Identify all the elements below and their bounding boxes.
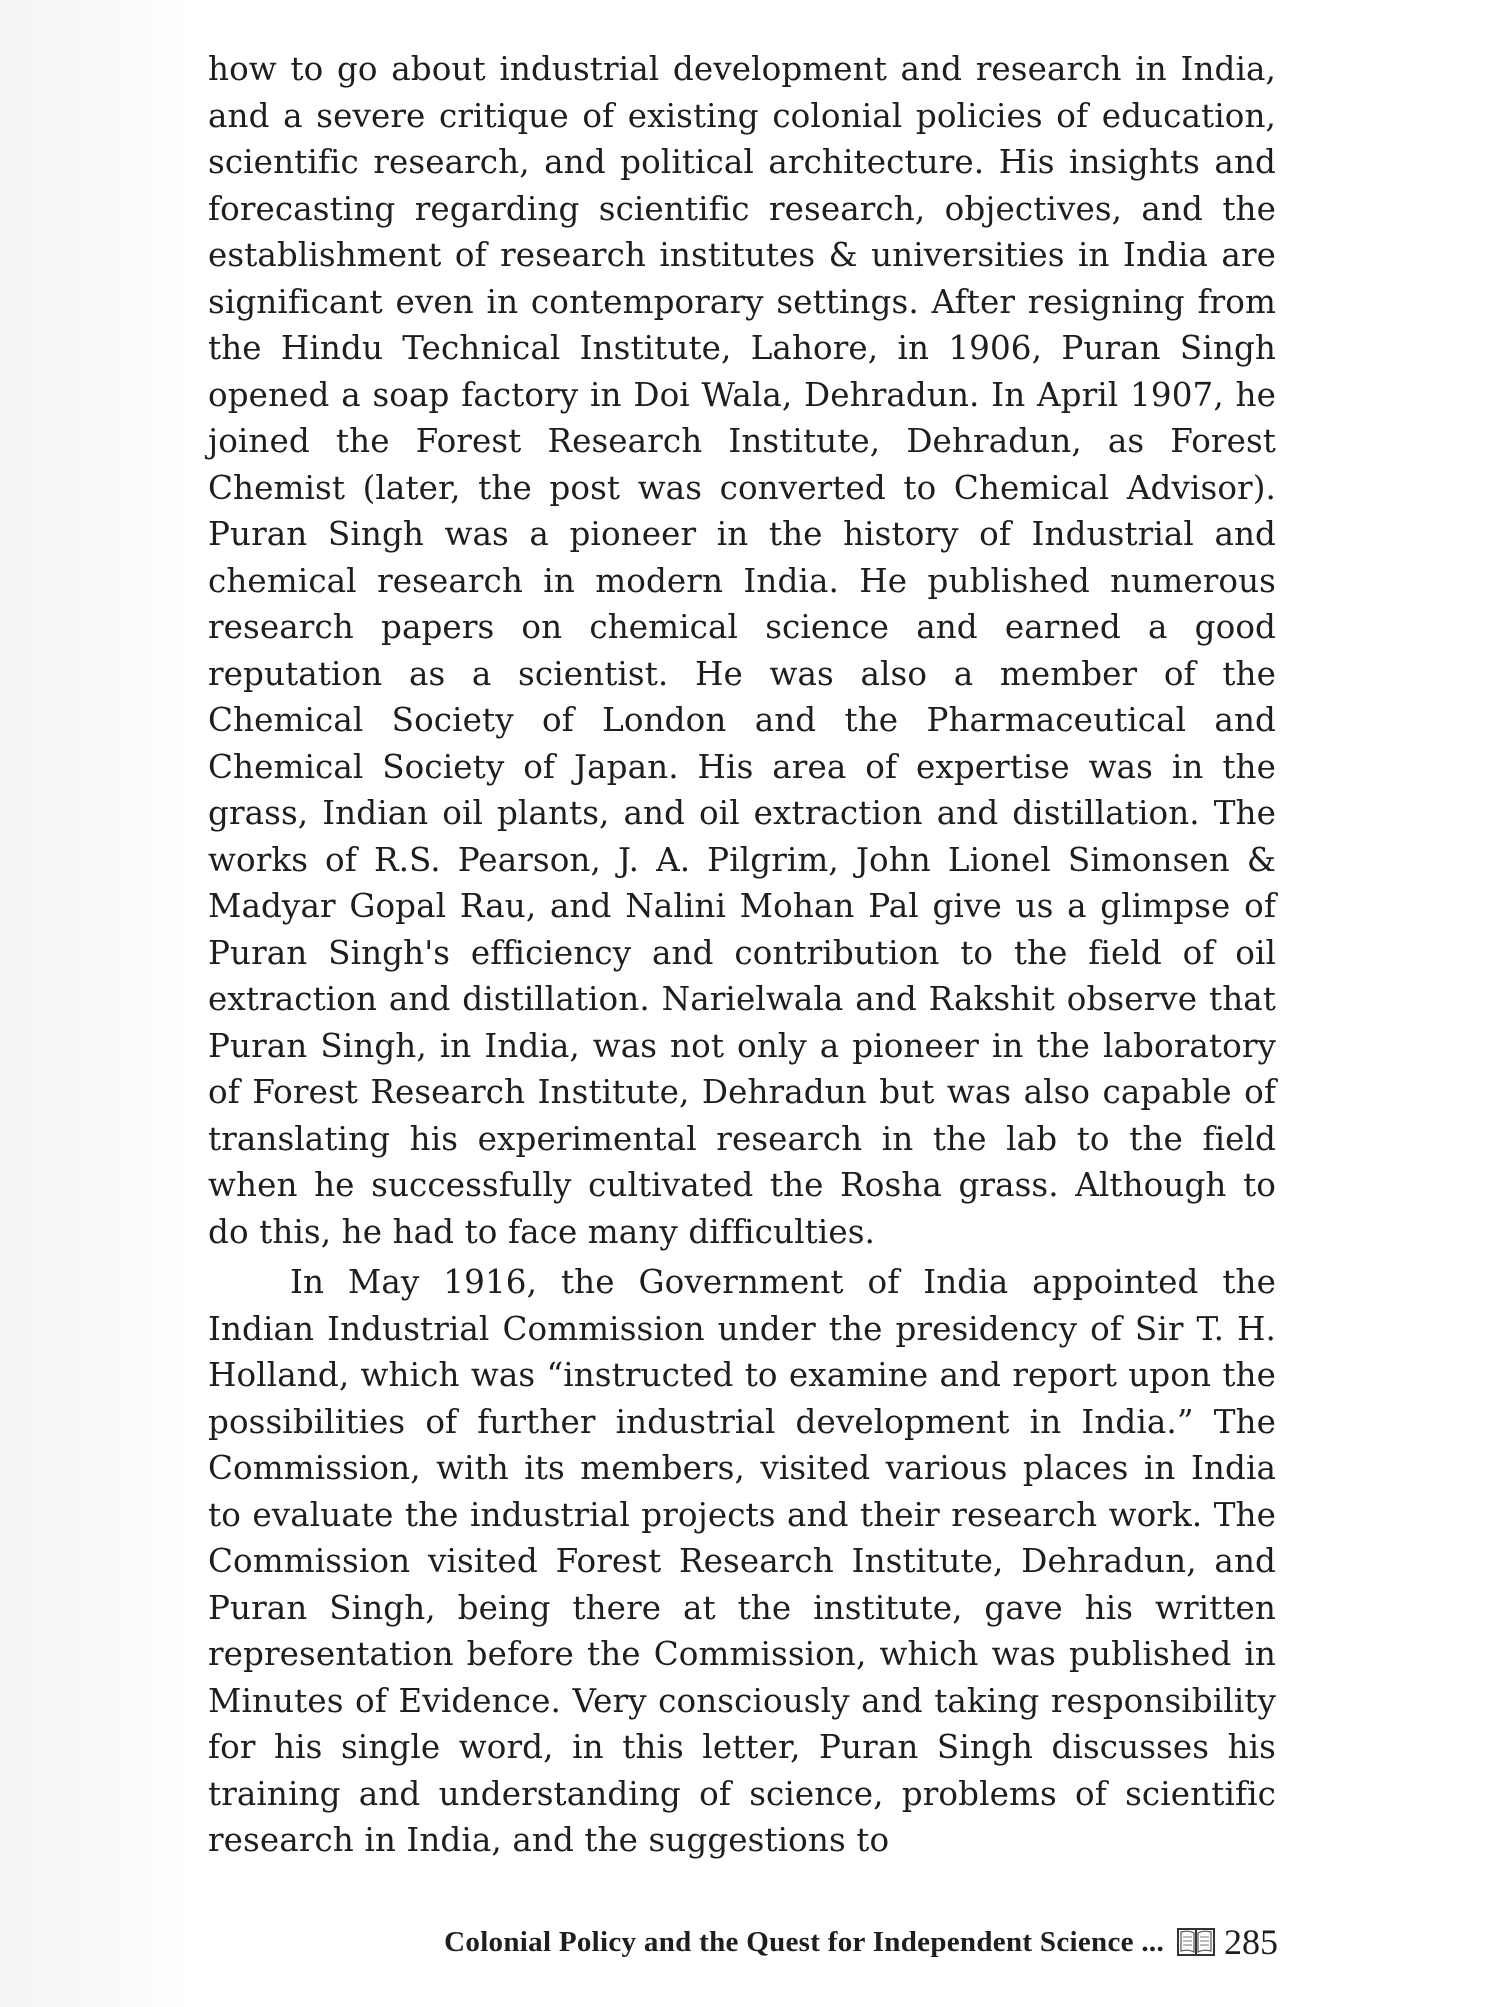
paragraph-1: how to go about industrial development and research in India, and a severe critique of existing colonial policies of education, scientific research, and political architecture. His insights and forecasting regarding scientific research, objectives, and the establishment of research institutes & universities in India are significant even in contemporary settings. After resigning from the Hindu Technical Institute, Lahore, in 1906, Puran Singh opened a soap factory in Doi Wala, Dehradun. In April 1907, he joined the Forest Research Institute, Dehradun, as Forest Chemist (later, the post was converted to Chemical Advisor). Puran Singh was a pioneer in the history of Industrial and chemical research in modern India. He published numerous research papers on chemical science and earned a good reputation as a scientist. He was also a member of the Chemical Society of London and the Pharmaceutical and Chemical Society of Japan. His area of expertise was in the grass, Indian oil plants, and oil extraction and distillation. The works of R.S. Pearson, J. A. Pilgrim, John Lionel Simonsen & Madyar Gopal Rau, and Nalini Mohan Pal give us a glimpse of Puran Singh's efficiency and contribution to the field of oil extraction and distillation. Narielwala and Rakshit observe that Puran Singh, in India, was not only a pioneer in the laboratory of Forest Research Institute, Dehradun but was also capable of translating his experimental research in the lab to the field when he successfully cultivated the Rosha grass. Although to do this, he had to face many difficulties. (208, 50, 1276, 1251)
running-head: Colonial Policy and the Quest for Independent Science ... (444, 1925, 1164, 1958)
page-footer (338, 1916, 1278, 1968)
book-icon (1176, 1926, 1216, 1958)
paragraph-2: In May 1916, the Government of India appointed the Indian Industrial Commission under the presidency of Sir T. H. Holland, which was “instructed to examine and report upon the possibilities of further industrial development in India.” The Commission, with its members, visited various places in India to evaluate the industrial projects and their research work. The Commission visited Forest Research Institute, Dehradun, and Puran Singh, being there at the institute, gave his written representation before the Commission, which was published in Minutes of Evidence. Very consciously and taking responsibility for his single word, in this letter, Puran Singh discusses his training and understanding of science, problems of scientific research in India, and the suggestions to (208, 1263, 1276, 1859)
page-number: 285 (1224, 1922, 1278, 1962)
body-text (208, 46, 1276, 1864)
page-gutter-shadow (0, 0, 190, 2007)
